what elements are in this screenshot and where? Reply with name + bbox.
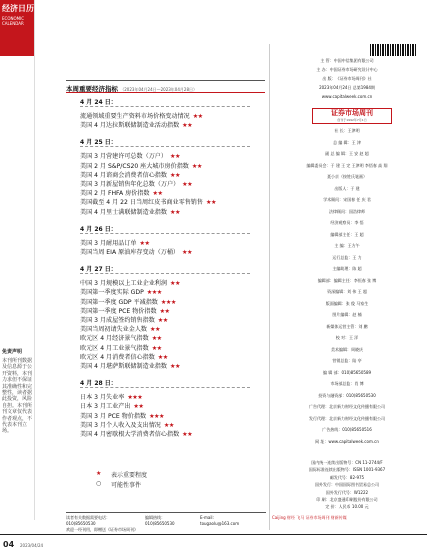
importance-stars-icon: ★★★	[127, 394, 143, 402]
masthead-line: 印 刷：北京盛通印刷股份有限公司	[316, 497, 378, 502]
masthead-line: 聂小京（按姓氏笔画）	[327, 174, 367, 179]
logo-subtext: 创刊于1992年7月1日	[337, 118, 367, 122]
calendar-day-heading: 4 月 24 日：	[80, 99, 117, 106]
section-subtitle: ECONOMIC CALENDAR	[2, 16, 25, 26]
calendar-day-rule	[80, 387, 250, 388]
calendar-title-rule	[66, 92, 265, 93]
masthead-line: 编辑部：编辑主任：李恒春 张 博	[317, 277, 377, 283]
event-name: 美国第一季度 PCE 物价指数	[80, 307, 157, 315]
masthead-line: 出版人：于 建	[334, 185, 360, 191]
event-name: 美国 2 月 S&P/CS20 座大城市房价指数	[80, 162, 189, 170]
calendar-day-rule	[80, 146, 250, 147]
masthead-line: 出 版：《证券市场周刊》社	[322, 76, 372, 81]
importance-stars-icon: ★★	[182, 431, 193, 438]
section-title: 经济日历	[2, 4, 34, 13]
event-name: 美国 3 月耐用品订单	[80, 239, 137, 247]
page-number: 04	[3, 540, 15, 549]
importance-stars-icon: ★★	[150, 326, 160, 334]
calendar-event-row	[80, 287, 162, 296]
contact-fax-value: 010)85650530	[145, 521, 175, 526]
calendar-event-row	[80, 392, 142, 401]
calendar-event-row	[80, 297, 176, 306]
masthead-line: 国外发行：中国国际图书贸易总公司	[315, 482, 379, 488]
legend-star-icon: ★	[96, 470, 102, 477]
importance-stars-icon: ★★	[192, 113, 203, 120]
masthead-line: 版面编辑：张 俊 马家生	[325, 300, 369, 306]
event-name: 欧元区 4 月经济景气指数	[80, 335, 149, 343]
masthead-line: 校 对：王 洋	[335, 335, 359, 340]
masthead-line: 市场部总监：肖 博	[330, 381, 364, 386]
calendar-event-row	[80, 333, 162, 342]
importance-stars-icon: ★★	[205, 199, 216, 207]
event-name: 日本 3 月工业产出	[80, 403, 131, 411]
event-name: 美国 4 月堪萨斯联储制造业指数	[80, 363, 167, 370]
event-name: 流通领域重要生产资料市场价格变动情况	[80, 113, 190, 120]
page-bottom-rule	[0, 534, 427, 535]
event-name: 日本 3 月失业率	[80, 394, 125, 402]
masthead-line: 编 辑 部：010)85650589	[322, 369, 372, 375]
importance-stars-icon: ★★	[169, 208, 180, 216]
calendar-event-row	[80, 238, 149, 247]
importance-stars-icon: ★★	[163, 421, 174, 429]
calendar-event-row	[80, 207, 180, 216]
calendar-event-row	[80, 120, 192, 129]
calendar-day-rule	[80, 233, 250, 234]
calendar-event-row	[80, 170, 180, 179]
disclaimer-heading: 免责声明	[2, 349, 23, 355]
importance-stars-icon: ★★	[157, 317, 168, 324]
event-name: 美国 3 月 PCE 物价指数	[80, 412, 147, 420]
column-divider	[34, 0, 35, 520]
masthead-line: 国际标准连续出版物号：ISSN 1001-9367	[308, 467, 386, 473]
masthead-line: 主 编：王方午	[334, 243, 360, 248]
importance-stars-icon: ★★	[169, 153, 180, 161]
masthead-line: 法律顾问：国浩律师	[329, 208, 365, 214]
calendar-event-row	[80, 429, 192, 438]
event-name: 美国 3 月成屋签约销售指数	[80, 317, 155, 324]
masthead-line: 资深编辑：刘 伟 王 超	[327, 289, 367, 294]
masthead-line: 新媒体运营主管：刘 鹏	[326, 323, 368, 329]
calendar-top-rule	[66, 80, 265, 81]
calendar-event-row	[80, 151, 180, 160]
masthead-line: 网 址：www.capitalweek.com.cn	[315, 438, 379, 444]
event-name: 中国 3 月规模以上工业企业利润	[80, 280, 167, 288]
event-name: 美国当周初请失业金人数	[80, 326, 148, 334]
event-name: 美国截至 4 月 22 日当周红皮书商业零售销售	[80, 199, 203, 207]
partner-logos: Caijing 财经 飞马 证券市场周刊 财新传媒	[272, 515, 347, 520]
importance-stars-icon: ★★	[191, 162, 202, 170]
calendar-day-heading: 4 月 28 日：	[80, 380, 117, 388]
contact-phone-value: 010)85650530	[66, 521, 96, 526]
calendar-event-row	[80, 352, 168, 361]
importance-stars-icon: ★★	[157, 353, 168, 361]
logo-text: 证券市场周刊	[331, 109, 373, 117]
masthead-line: 学术顾问：宋国春 任 庆 君	[323, 197, 371, 202]
importance-stars-icon: ★★	[151, 335, 162, 343]
contact-fax-label: 编辑热线：	[145, 515, 165, 520]
legend-star-label: 表示重要程度	[111, 472, 148, 479]
masthead-line: 广告热线：010)85650516	[322, 427, 372, 432]
contact-note: 欢迎一经刊用，即赠送《证券市场周刊》	[66, 527, 138, 532]
calendar-event-row	[80, 161, 202, 170]
masthead-line: 图片编辑：赵 楠	[332, 312, 362, 317]
calendar-event-row	[80, 361, 180, 370]
calendar-day-rule	[80, 273, 250, 274]
contact-email-label: E-mail:	[200, 515, 214, 520]
importance-stars-icon: ★★★	[146, 289, 162, 297]
section-banner	[0, 0, 34, 56]
calendar-event-row	[80, 247, 192, 256]
contact-email-value[interactable]: tougaolu@163.com	[200, 521, 240, 526]
event-name: 美国 3 月新屋销售年化总数（万户）	[80, 181, 180, 188]
event-name: 美国 4 月密歇根大学消费者信心指数	[80, 431, 180, 438]
contact-phone-label: 读者有关数据需要电话：	[66, 515, 110, 520]
masthead-line: 营销总监：陆 亭	[332, 358, 362, 363]
masthead-line: 广告代理：北京新力财经文化传播有限公司	[309, 404, 385, 409]
masthead-line: 国内统一连续出版物号：CN 11-2744/F	[311, 460, 383, 465]
masthead-line: 总 编 辑：王 津	[333, 139, 361, 145]
calendar-event-row	[80, 411, 164, 420]
masthead-line: 主 办：中国证券市场研究设计中心	[316, 67, 378, 72]
page-date: 2023/04/24	[20, 543, 44, 548]
importance-stars-icon: ★★	[182, 249, 192, 256]
calendar-event-row	[80, 111, 203, 120]
masthead-line: 主 管：中国中信集团有限公司	[320, 58, 374, 63]
contact-rule	[66, 512, 266, 513]
calendar-day-rule	[80, 106, 250, 107]
masthead-line: 运行总监：王 力	[332, 254, 362, 260]
calendar-event-row	[80, 315, 168, 324]
event-name: 美国 4 月达拉斯联储制造业活动指数	[80, 122, 180, 130]
importance-stars-icon: ★★	[133, 403, 144, 411]
importance-stars-icon: ★★	[169, 280, 180, 288]
masthead-line: 定 价：人民币 10.00 元	[325, 504, 369, 510]
calendar-event-row	[80, 306, 170, 315]
calendar-event-row	[80, 401, 143, 410]
calendar-day-heading: 4 月 25 日：	[80, 139, 117, 147]
legend-circle-icon: ○	[96, 480, 102, 487]
event-name: 美国 3 月营建许可总数（万户）	[80, 153, 167, 161]
masthead-line: 编辑委员会：于 建 王 定 王津明 李悟春 高 翔	[306, 162, 388, 168]
calendar-event-row	[80, 188, 162, 197]
calendar-event-row	[80, 179, 192, 188]
importance-stars-icon: ★★	[139, 239, 150, 247]
masthead-line: 美术编辑：周晓庆	[331, 346, 363, 352]
legend-circle-label: 可能性事件	[111, 482, 142, 489]
event-name: 欧元区 4 月消费者信心指数	[80, 353, 155, 361]
event-name: 美国当周 EIA 原油库存变动（万桶）	[80, 249, 180, 256]
magazine-logo	[312, 108, 392, 124]
importance-stars-icon: ★★	[182, 122, 193, 130]
event-name: 美国第一季度实际 GDP	[80, 289, 144, 297]
barcode-image	[370, 44, 416, 56]
masthead-line: 国外发行代号：W1222	[325, 489, 369, 495]
masthead-line: 主编助理：陈 超	[332, 266, 362, 271]
event-name: 美国 3 月个人收入及支出情况	[80, 421, 161, 429]
masthead-line: 投资与融资部：010)85650530	[318, 392, 376, 398]
event-name: 欧元区 4 月工业景气指数	[80, 344, 149, 352]
disclaimer-text: 本刊所刊数据及信息源于公开资料，本刊力求但不保证其准确性和完整性，读者据此投资，风险自担。本刊所刊文章仅代表作者观点，不代表本刊立场。	[2, 358, 33, 435]
calendar-event-row	[80, 324, 160, 333]
calendar-event-row	[80, 197, 216, 206]
calendar-date-range: （2023年04月24日—2023年04月28日）	[120, 87, 197, 92]
masthead-line: 编辑部主任：王 超	[330, 231, 364, 237]
importance-stars-icon: ★★	[151, 344, 162, 352]
importance-stars-icon: ★★	[169, 171, 180, 179]
importance-stars-icon: ★★	[152, 190, 163, 198]
masthead-divider	[269, 44, 270, 530]
calendar-day-heading: 4 月 27 日：	[80, 266, 117, 274]
importance-stars-icon: ★★	[169, 363, 180, 370]
importance-stars-icon: ★★	[159, 307, 170, 315]
masthead-line: 2023年04月24日 总第1984期	[319, 85, 375, 90]
calendar-title-text: 本周重要经济指标	[66, 85, 118, 93]
event-name: 美国 4 月谘商会消费者信心指数	[80, 171, 167, 179]
masthead-line: 邮发代号：82-975	[329, 474, 365, 480]
calendar-day-heading: 4 月 26 日：	[80, 225, 117, 233]
event-name: 美国 4 月里士满联储制造业指数	[80, 208, 167, 216]
masthead-line: www.capitalweek.com.cn	[321, 94, 373, 99]
event-name: 美国 2 月 FHFA 房价指数	[80, 190, 150, 198]
masthead-line: 经济观察员：李 悟	[330, 220, 364, 225]
calendar-event-row	[80, 420, 174, 429]
importance-stars-icon: ★★★	[149, 412, 164, 420]
importance-stars-icon: ★★★	[160, 298, 176, 306]
calendar-event-row	[80, 278, 180, 287]
importance-stars-icon: ★★	[182, 181, 193, 188]
calendar-event-row	[80, 343, 162, 352]
event-name: 美国第一季度 GDP 平减指数	[80, 298, 158, 306]
masthead-line: 社 长：王津明	[334, 128, 360, 133]
masthead-line: 副 总 编 辑：王 安 赵 超	[325, 151, 369, 156]
masthead-line: 发行代理：北京新力财经文化传播有限公司	[309, 415, 385, 421]
